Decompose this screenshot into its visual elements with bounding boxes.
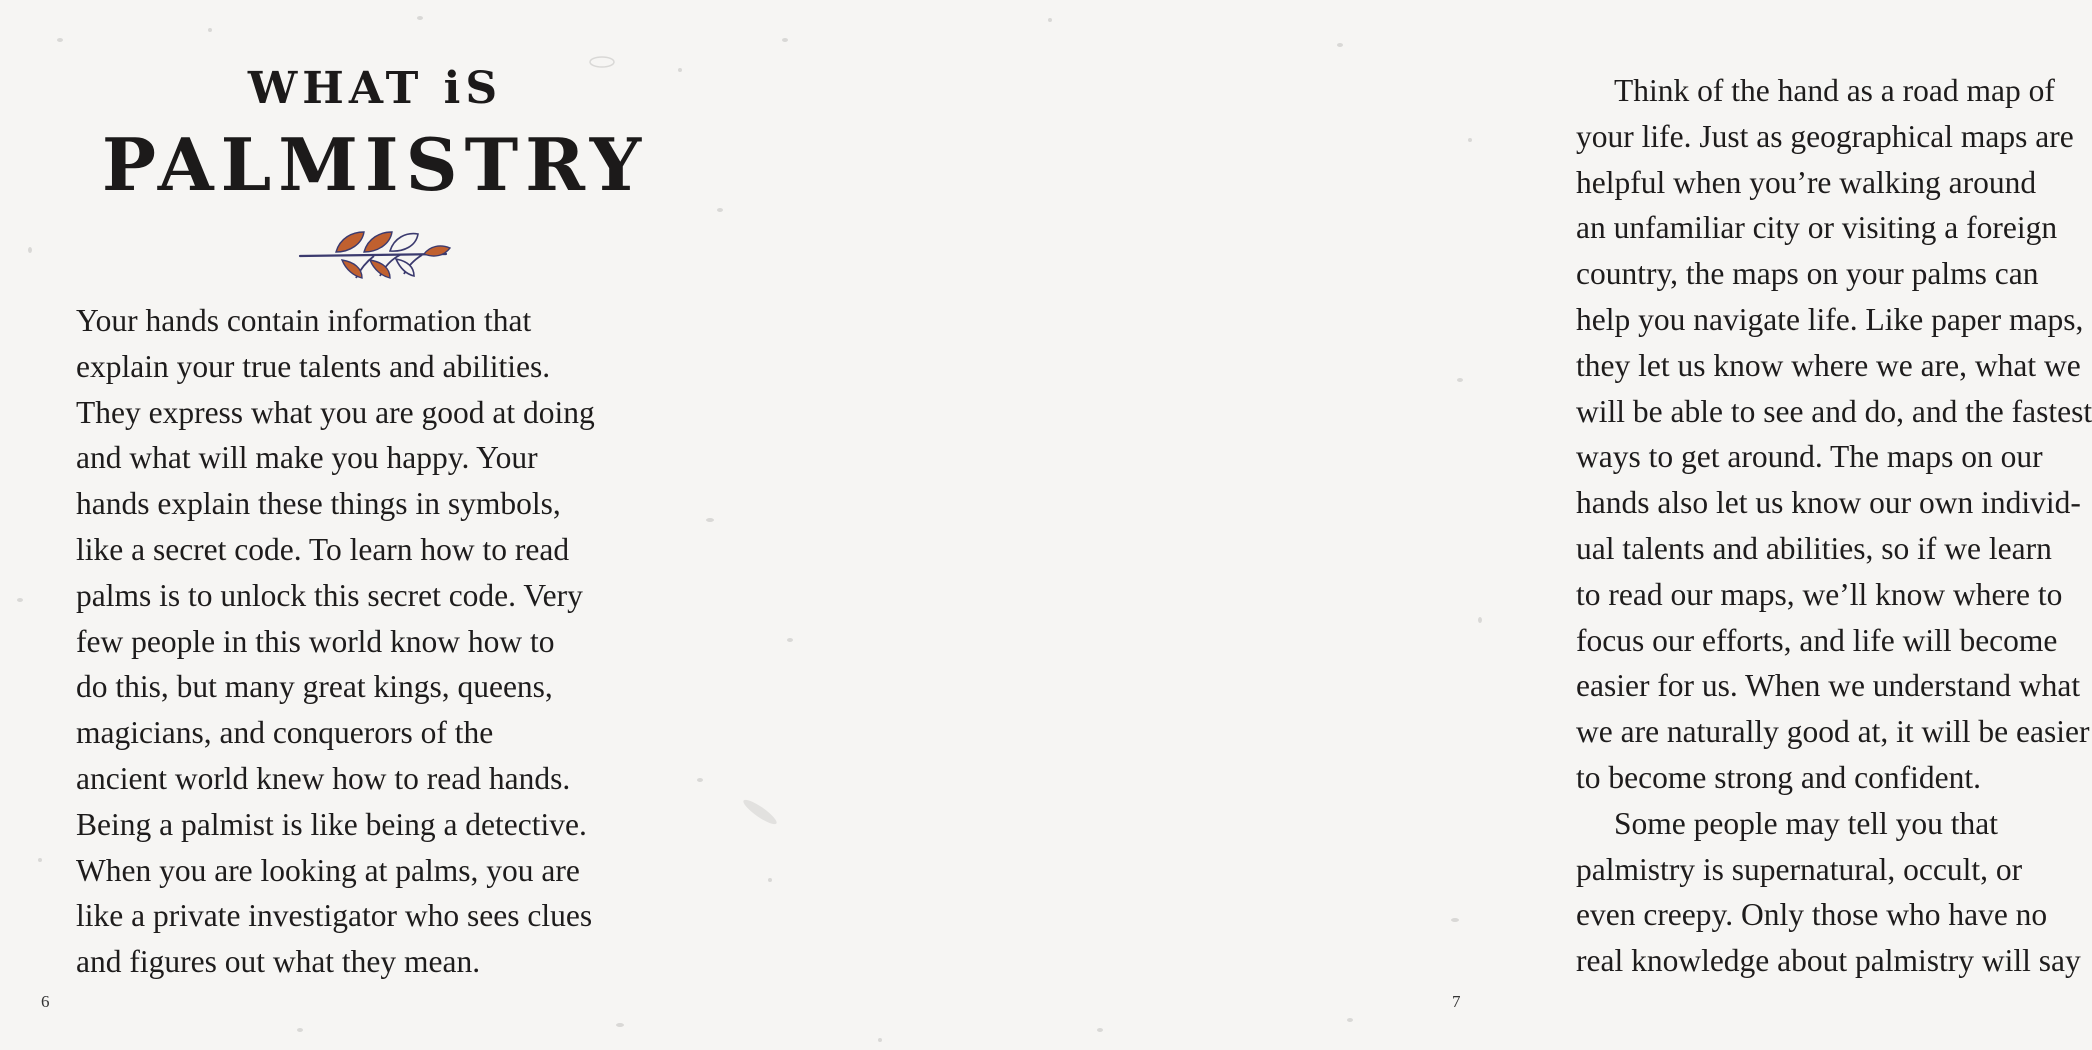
text-line: When you are looking at palms, you are xyxy=(76,852,580,888)
text-line: we are naturally good at, it will be easier xyxy=(1576,714,2090,750)
text-line: to become strong and confident. xyxy=(1576,759,1982,795)
text-line: magicians, and conquerors of the xyxy=(76,715,494,751)
text-line: your life. Just as geographical maps are xyxy=(1576,118,2074,154)
text-line: like a secret code. To learn how to read xyxy=(76,531,570,567)
text-line: and figures out what they mean. xyxy=(76,944,481,980)
text-line: they let us know where we are, what we xyxy=(1576,347,2081,383)
text-line: hands explain these things in symbols, xyxy=(76,486,561,522)
text-line: focus our efforts, and life will become xyxy=(1576,622,2058,658)
text-line: Your hands contain information that xyxy=(76,303,532,338)
text-line: real knowledge about palmistry will say xyxy=(1576,943,2081,979)
text-line: hands also let us know our own individ- xyxy=(1576,485,2081,521)
text-line: helpful when you’re walking around xyxy=(1576,164,2037,200)
text-line: and what will make you happy. Your xyxy=(76,440,538,476)
text-line: easier for us. When we understand what xyxy=(1576,668,2081,704)
text-line: ancient world knew how to read hands. xyxy=(76,760,571,796)
page-number-right: 7 xyxy=(1452,992,1461,1011)
text-line: like a private investigator who sees clues xyxy=(76,898,593,934)
text-line: country, the maps on your palms can xyxy=(1576,256,2039,292)
text-line: Some people may tell you that xyxy=(1614,805,1999,841)
left-body-text xyxy=(76,298,595,985)
text-line: do this, but many great kings, queens, xyxy=(76,669,553,705)
right-page xyxy=(750,0,2092,1050)
left-page xyxy=(0,0,750,1050)
text-line: an unfamiliar city or visiting a foreign xyxy=(1576,210,2058,246)
text-line: explain your true talents and abilities. xyxy=(76,348,551,384)
text-line: Being a palmist is like being a detective. xyxy=(76,806,587,842)
text-line: even creepy. Only those who have no xyxy=(1576,897,2048,933)
page-number-left: 6 xyxy=(41,992,50,1011)
leaf-branch-icon xyxy=(296,226,456,284)
text-line: palmistry is supernatural, occult, or xyxy=(1576,851,2023,887)
text-line: Think of the hand as a road map of xyxy=(1614,73,2055,108)
chapter-title-big: PALMISTRY xyxy=(101,122,649,207)
chapter-title-small: WHAT iS xyxy=(247,63,503,114)
right-body-text xyxy=(1576,68,2092,984)
text-line: to read our maps, we’ll know where to xyxy=(1576,576,2063,612)
text-line: few people in this world know how to xyxy=(76,623,555,659)
text-line: ual talents and abilities, so if we learn xyxy=(1576,530,2052,566)
text-line: They express what you are good at doing xyxy=(76,394,595,430)
text-line: ways to get around. The maps on our xyxy=(1576,439,2043,475)
text-line: will be able to see and do, and the fastest xyxy=(1576,393,2092,429)
text-line: palms is to unlock this secret code. Very xyxy=(76,577,583,613)
text-line: help you navigate life. Like paper maps, xyxy=(1576,301,2084,337)
